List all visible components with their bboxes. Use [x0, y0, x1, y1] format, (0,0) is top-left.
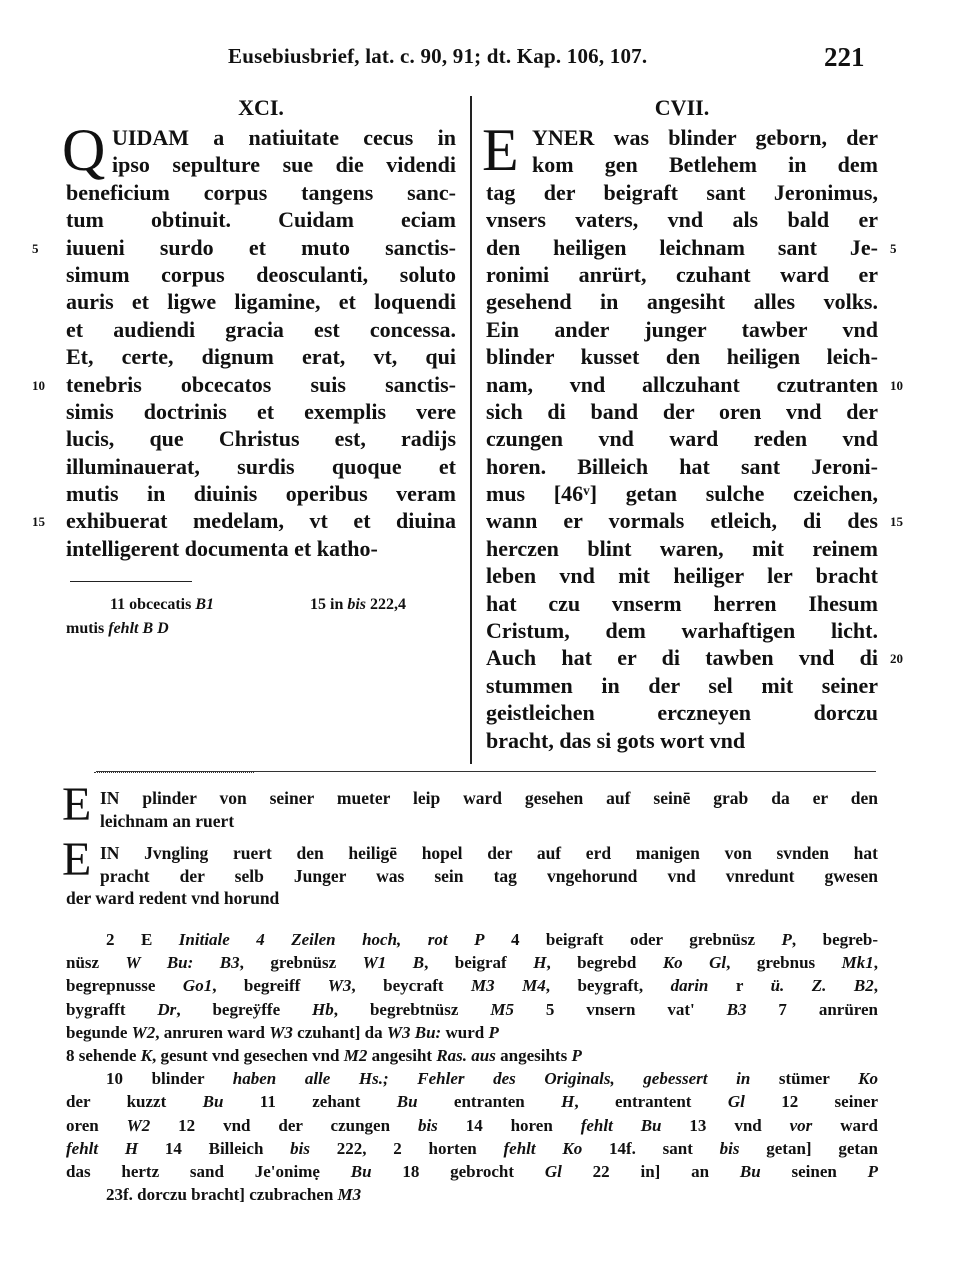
line-text: wann er vormals etleich, di des	[486, 508, 878, 534]
initial-letter: E	[62, 778, 92, 831]
line-number: 15	[890, 514, 903, 530]
text-line	[66, 535, 456, 562]
note-siglum: fehlt B D	[108, 620, 169, 637]
footnote-rule	[70, 581, 192, 582]
line-text: der ward redent vnd horund	[66, 888, 280, 908]
note-text: mutis	[66, 620, 109, 637]
line-text: Et, certe, dignum erat, vt, qui	[66, 344, 456, 370]
text-line	[32, 371, 456, 398]
text-line	[66, 206, 456, 233]
apparatus-line: nüsz W Bu: B3, grebnüsz W1 B, beigraf H, begrebd Ko Gl, grebnus Mk1,	[66, 953, 879, 973]
line-text: auris et ligwe ligamine, et loquendi	[66, 289, 456, 315]
text-line	[486, 562, 878, 589]
latin-footnote	[66, 620, 169, 638]
small-caps-word: YNER	[532, 125, 595, 150]
text-line	[66, 480, 456, 507]
german-column	[482, 92, 903, 754]
text-line	[486, 288, 878, 315]
line-text: horen. Billeich hat sant Jeroni-	[486, 453, 878, 479]
text-line	[486, 316, 878, 343]
text-line	[486, 343, 878, 370]
text-line	[66, 288, 456, 315]
apparatus-line: oren W2 12 vnd der czungen bis 14 horen fehlt Bu 13 vnd vor ward	[66, 1115, 878, 1135]
text-line	[66, 179, 456, 206]
line-text: den heiligen leichnam sant Je-	[486, 234, 878, 260]
text-line	[66, 261, 456, 288]
text-line	[66, 151, 456, 178]
latin-footnote	[110, 596, 214, 614]
line-text: et audiendi gracia est concessa.	[66, 316, 456, 342]
latin-column	[32, 92, 456, 562]
text-line	[486, 507, 903, 534]
text-line	[486, 535, 878, 562]
line-number: 10	[890, 377, 903, 393]
line-text: leben vnd mit heiliger ler bracht	[486, 563, 878, 589]
line-number: 10	[32, 377, 45, 393]
line-text: kom gen Betlehem in dem	[532, 152, 878, 178]
line-text: herczen blint waren, mit reinem	[486, 535, 878, 561]
note-italic: bis	[347, 596, 367, 613]
apparatus-line: begunde W2, anruren ward W3 czuhant] da W3 Bu: wurd P	[66, 1022, 499, 1042]
line-text: gesehend in angesiht alles volks.	[486, 289, 878, 315]
line-text: IN plinder von seiner mueter leip ward gesehen auf seinē grab da er den	[100, 788, 878, 808]
apparatus-line: begrepnusse Go1, begreiff W3, beycraft M3 M4, beygraft, darin r ü. Z. B2,	[66, 976, 878, 996]
apparatus-line: der kuzzt Bu 11 zehant Bu entranten H, entrantent Gl 12 seiner	[66, 1092, 878, 1112]
critical-apparatus	[66, 928, 878, 1206]
line-text: was blinder geborn, der	[594, 125, 878, 150]
line-text: blinder kusset den heiligen leich-	[486, 344, 878, 370]
text-line	[486, 644, 903, 671]
initial-letter: E	[62, 833, 92, 886]
line-text: Cristum, dem warhaftigen licht.	[486, 618, 878, 644]
note-text: 11 obcecatis	[110, 596, 196, 613]
text-line	[486, 727, 878, 754]
line-text: simis doctrinis et exemplis vere	[66, 398, 456, 424]
line-text: iuueni surdo et muto sanctis-	[66, 234, 456, 260]
line-text: leichnam an ruert	[100, 810, 235, 831]
apparatus-line: bygrafft Dr, begreÿffe Hb, begrebtnüsz M5 5 vnsern vat' B3 7 anrüren	[66, 999, 879, 1019]
line-text: bracht, das si gots wort vnd	[486, 727, 746, 753]
line-number: 5	[890, 240, 897, 256]
apparatus-line: 2 E Initiale 4 Zeilen hoch, rot P 4 beigraft oder grebnüsz P, begreb-	[106, 930, 879, 949]
note-text: 15 in	[310, 596, 348, 613]
text-line	[486, 699, 878, 726]
line-number: 20	[890, 651, 903, 667]
line-text: Auch hat er di tawben vnd di	[486, 645, 878, 671]
text-line	[486, 206, 878, 233]
line-text: mutis in diuinis operibus veram	[66, 481, 456, 507]
page-number: 221	[824, 42, 865, 72]
line-text: hat czu vnserm herren Ihesum	[486, 590, 878, 616]
note-siglum: B1	[195, 596, 214, 613]
line-text: tenebris obcecatos suis sanctis-	[66, 371, 456, 397]
text-line	[486, 453, 878, 480]
text-line	[66, 425, 456, 452]
german-text	[482, 117, 903, 754]
text-line	[66, 316, 456, 343]
section-rule-dots	[94, 772, 254, 773]
line-number: 5	[32, 240, 39, 256]
line-text: pracht der selb Junger was sein tag vngehorund vnd vnredunt gwesen	[100, 865, 878, 886]
line-text: czungen vnd ward reden vnd	[486, 426, 878, 452]
line-text: tum obtinuit. Cuidam eciam	[66, 207, 456, 233]
line-text: IN Jvngling ruert den heiligē hopel der auf erd manigen von svnden hat	[100, 843, 878, 863]
initial-letter: Q	[62, 117, 106, 183]
text-line	[486, 371, 903, 398]
line-text: intelligerent documenta et katho-	[66, 535, 378, 561]
variant-line	[66, 887, 878, 910]
line-text: geistleichen erczneyen dorczu	[486, 700, 878, 726]
note-text: 222,4	[366, 596, 407, 613]
text-line	[486, 480, 878, 507]
variant-text-1	[62, 778, 878, 832]
line-text: simum corpus deosculanti, soluto	[66, 261, 456, 287]
chapter-heading-german: CVII.	[654, 95, 710, 120]
running-title: Eusebiusbrief, lat. c. 90, 91; dt. Kap. 106, 107.	[228, 44, 648, 68]
line-text: sich di band der oren vnd der	[486, 398, 878, 424]
line-text: mus [46ᵛ] getan sulche czeichen,	[486, 481, 878, 507]
variant-line	[66, 810, 878, 833]
apparatus-line: 23f. dorczu bracht] czubrachen M3	[106, 1185, 362, 1205]
line-text: lucis, que Christus est, radijs	[66, 426, 456, 452]
text-line	[486, 234, 897, 261]
small-caps-word: UIDAM	[112, 125, 189, 150]
text-line	[486, 425, 878, 452]
text-line	[486, 590, 878, 617]
line-text: stummen in der sel mit seiner	[486, 672, 878, 698]
latin-footnote	[310, 596, 406, 614]
apparatus-line: 8 sehende K, gesunt vnd gesechen vnd M2 angesiht Ras. aus angesihts P	[66, 1045, 582, 1065]
text-line	[486, 398, 878, 425]
line-text: illuminauerat, surdis quoque et	[66, 453, 456, 479]
text-line	[486, 617, 878, 644]
variant-line	[66, 865, 878, 888]
line-text: exhibuerat medelam, vt et diuina	[66, 508, 456, 534]
line-number: 15	[32, 514, 45, 530]
line-text: ronimi anrürt, czuhant ward er	[486, 261, 878, 287]
text-line	[486, 672, 878, 699]
line-text: vnsers vaters, vnd als bald er	[486, 207, 878, 233]
line-text: Ein ander junger tawber vnd	[486, 316, 878, 342]
initial-letter: E	[482, 117, 519, 183]
line-text: tag der beigraft sant Jeronimus,	[486, 179, 878, 205]
line-text: nam, vnd allczuhant czutranten	[486, 371, 878, 397]
text-line	[486, 179, 878, 206]
latin-text	[32, 117, 456, 562]
chapter-heading-latin: XCI.	[238, 95, 284, 120]
text-line	[32, 507, 456, 534]
text-line	[66, 343, 456, 370]
line-text: ipso sepulture sue die videndi	[112, 152, 456, 178]
apparatus-line: das hertz sand Je'onimẹ Bu 18 gebrocht Gl 22 in] an Bu seinen P	[66, 1161, 879, 1181]
variant-text-2	[62, 833, 878, 910]
line-text: a natiuitate cecus in	[189, 125, 456, 150]
text-line	[32, 234, 456, 261]
column-divider	[470, 96, 472, 764]
apparatus-line: 10 blinder haben alle Hs.; Fehler des Originals, gebessert in stümer Ko	[106, 1069, 878, 1089]
text-line	[66, 398, 456, 425]
line-text: beneficium corpus tangens sanc-	[66, 179, 456, 205]
text-line	[486, 261, 878, 288]
page-header	[0, 44, 960, 74]
apparatus-line: fehlt H 14 Billeich bis 222, 2 horten fehlt Ko 14f. sant bis getan] getan	[66, 1138, 878, 1158]
text-line	[66, 453, 456, 480]
text-line	[486, 151, 878, 178]
